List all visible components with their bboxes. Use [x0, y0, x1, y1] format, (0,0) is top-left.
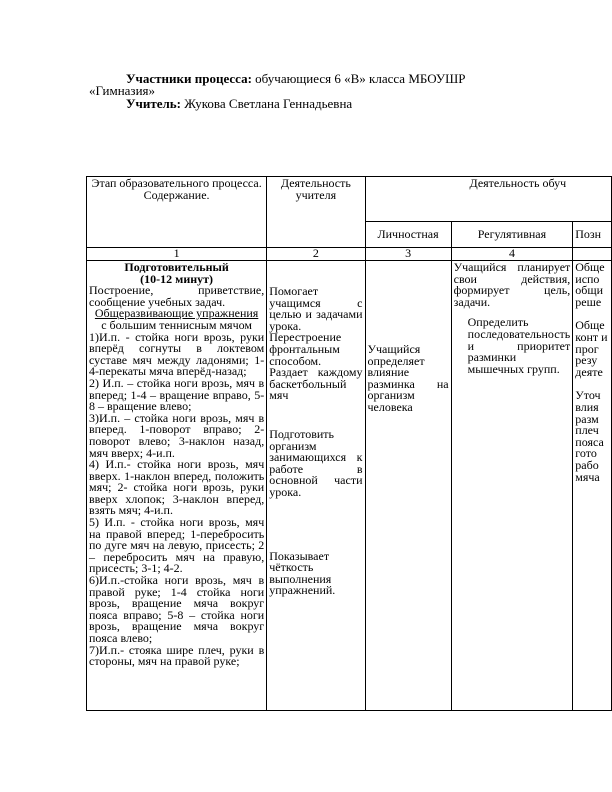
stage-title: Подготовительный — [124, 260, 229, 274]
personal-activity: Учащийся определяет влияние разминка на организм человека — [367, 342, 449, 414]
exercise-5: 5) И.п. - стойка ноги врозь, мяч на правой вперед; 1-перебросить по дуге мяч на левую, присесть; 2 – перебросить мяч на правую, присесть; 3-1; 4-2. — [89, 515, 265, 576]
stage-duration: (10-12 минут) — [140, 271, 214, 286]
exercise-7: 7)И.п.- стояка шире плеч, руки в стороны, мяч на правой руке; — [89, 642, 265, 669]
exercise-4: 4) И.п.- стойка ноги врозь, мяч вверх. 1-наклон вперед, положить мяч; 2- стойка ноги врозь, руки вверх хлопок; 3-наклон вперед, взять мяч; 4-и.п. — [89, 457, 265, 518]
personal-cell — [365, 261, 451, 711]
header-teacher-activity: Деятельность учителя — [267, 177, 365, 248]
header-student-activity: Деятельность обуч — [365, 177, 612, 222]
cognitive-activity-2: Обще конт и прог резу деяте — [575, 318, 608, 379]
exercise-6: 6)И.п.-стойка ноги врозь, мяч в правой руке; 1-4 стойка ноги врозь, вращение мяча вокруг пояса вправо; 5-8 – стойка ноги врозь, вращение мяча вокруг пояса влево; — [89, 573, 265, 645]
teacher-activity-1: Помогает учащимся с целью и задачами урока. Перестроение фронтальным способом. Раздает каждому баскетбольный мяч — [269, 284, 363, 403]
col-number-1: 1 — [87, 248, 267, 261]
cognitive-cell — [573, 261, 612, 711]
regulative-activity-1: Учащийся планирует свои действия, формирует цель, задачи. — [453, 260, 571, 309]
lesson-plan-table — [86, 176, 612, 711]
cognitive-activity-1: Обще испо общи реше — [575, 260, 605, 309]
col-number-3: 3 — [365, 248, 451, 261]
col-number-2: 2 — [267, 248, 365, 261]
teacher-activity-2: Подготовить организм занимающихся к работе в основной части урока. — [269, 426, 363, 499]
stage-content-cell — [87, 261, 267, 711]
teacher-name: Жукова Светлана Геннадьевна — [181, 96, 353, 111]
regulative-cell — [451, 261, 573, 711]
exercise-1: 1)И.п. - стойка ноги врозь, руки вперёд согнуты в локтевом суставе мяч между ладонями; 1-4-перекаты мяча вперёд-назад; — [89, 329, 265, 379]
exercise-2: 2) И.п. – стойка ноги врозь, мяч в вперед; 1-4 – вращение вправо, 5-8 – вращение влево; — [89, 375, 265, 414]
header-regulative: Регулятивная — [451, 222, 573, 248]
stage-intro: Построение, приветствие, сообщение учебных задач. — [89, 283, 265, 309]
teacher-activity-cell — [267, 261, 365, 711]
teacher-activity-3: Показывает чёткость выполнения упражнений. — [269, 548, 336, 598]
header-cognitive: Позн — [573, 222, 612, 248]
school-name: «Гимназия» — [89, 83, 156, 98]
cognitive-activity-3: Уточ влия разм плеч пояса гото рабо мяча — [575, 388, 604, 484]
participants-text: обучающиеся 6 «В» класса МБОУШР — [251, 71, 466, 86]
col-number-5 — [573, 248, 612, 261]
exercises-title: Общеразвивающие упражнения — [94, 306, 259, 321]
exercises-subtitle: с большим теннисным мячом — [101, 317, 252, 332]
participants-label: Участники процесса: — [126, 71, 252, 86]
col-number-4: 4 — [451, 248, 573, 261]
exercise-3: 3)И.п. – стойка ноги врозь, мяч в вперед. 1-поворот вправо; 2-поворот влево; 3-наклон назад, мяч вверх; 4-и.п. — [89, 410, 265, 460]
teacher-line — [126, 96, 352, 111]
regulative-activity-2: Определить последовательность и приоритет разминки мышечных групп. — [467, 315, 571, 376]
participants-line — [126, 71, 465, 86]
teacher-label: Учитель: — [126, 96, 182, 111]
header-stage: Этап образовательного процесса. Содержание. — [87, 177, 267, 248]
header-personal: Личностная — [365, 222, 451, 248]
